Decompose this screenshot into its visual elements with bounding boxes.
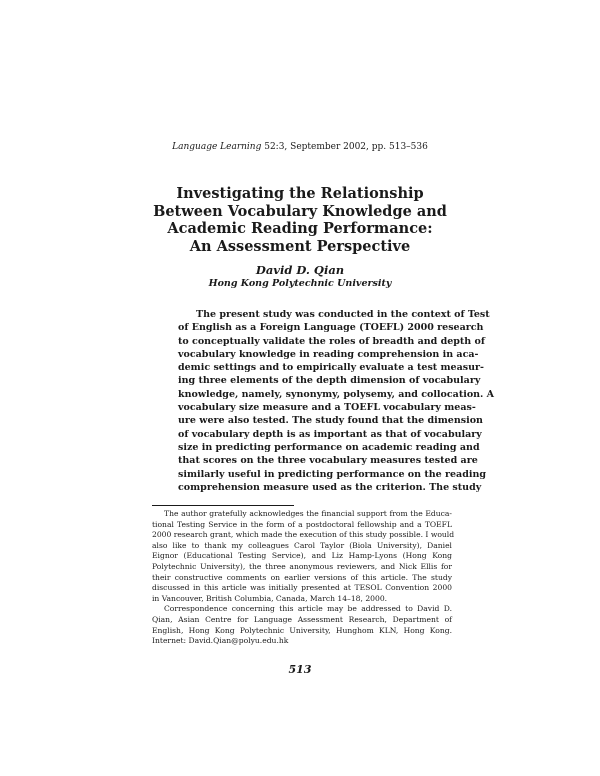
abstract-line: to conceptually validate the roles of breadth and depth of	[178, 335, 485, 347]
footnote-divider	[152, 505, 294, 506]
footnote-line: English, Hong Kong Polytechnic University, Hunghom KLN, Hong Kong.	[152, 625, 452, 635]
abstract-line: ure were also tested. The study found that the dimension	[178, 415, 483, 427]
footnote-line: Correspondence concerning this article may be addressed to David D.	[164, 604, 452, 614]
author-name: David D. Qian	[255, 263, 345, 277]
title-line: Academic Reading Performance:	[167, 220, 433, 237]
abstract-line: similarly useful in predicting performance on the reading	[178, 468, 487, 480]
abstract-line: size in predicting performance on academic reading and	[178, 441, 480, 453]
title-line: Between Vocabulary Knowledge and	[153, 202, 447, 220]
abstract-line: of vocabulary depth is as important as that of vocabulary	[178, 428, 482, 440]
title-line: An Assessment Perspective	[189, 237, 411, 255]
footnote-line: Eignor (Educational Testing Service), and Liz Hamp-Lyons (Hong Kong	[152, 551, 452, 561]
footnote-line: also like to thank my colleagues Carol Taylor (Biola University), Daniel	[152, 540, 452, 550]
footnote-line: The author gratefully acknowledges the financial support from the Educa-	[164, 509, 452, 518]
abstract-line: vocabulary knowledge in reading comprehension in aca-	[178, 348, 479, 360]
author-affiliation: Hong Kong Polytechnic University	[208, 278, 392, 289]
footnote-line: discussed in this article was initially presented at TESOL Convention 2000	[152, 583, 452, 593]
footnote-line: 2000 research grant, which made the execution of this study possible. I would	[152, 530, 455, 540]
journal-issue-details: 52:3, September 2002, pp. 513–536	[261, 142, 428, 152]
footnote-line: tional Testing Service in the form of a postdoctoral fellowship and a TOEFL	[152, 519, 452, 529]
abstract	[178, 308, 495, 494]
abstract-line: that scores on the three vocabulary measures tested are	[178, 455, 478, 467]
page-number: 513	[288, 663, 312, 676]
abstract-line: ing three elements of the depth dimension of vocabulary	[178, 375, 481, 387]
abstract-line: The present study was conducted in the context of Test	[196, 309, 490, 320]
abstract-line: comprehension measure used as the criterion. The study	[178, 481, 482, 493]
abstract-line: of English as a Foreign Language (TOEFL) 2000 research	[178, 322, 484, 334]
article-title	[0, 185, 600, 255]
title-line: Investigating the Relationship	[176, 185, 424, 202]
footnote-line: in Vancouver, British Columbia, Canada, March 14–18, 2000.	[152, 593, 388, 603]
footnote-line: Polytechnic University), the three anonymous reviewers, and Nick Ellis for	[152, 561, 452, 571]
journal-name: Language Learning	[172, 142, 262, 152]
journal-citation	[0, 141, 600, 153]
footnote-line: Internet: David.Qian@polyu.edu.hk	[152, 636, 289, 646]
footnote	[152, 509, 455, 647]
footnote-line: Qian, Asian Centre for Language Assessment Research, Department of	[152, 614, 452, 624]
footnote-line: their constructive comments on earlier versions of this article. The study	[152, 572, 452, 582]
abstract-line: demic settings and to empirically evaluate a test measur-	[178, 362, 484, 374]
abstract-line: knowledge, namely, synonymy, polysemy, and collocation. A	[178, 388, 495, 400]
abstract-line: vocabulary size measure and a TOEFL vocabulary meas-	[178, 402, 476, 414]
